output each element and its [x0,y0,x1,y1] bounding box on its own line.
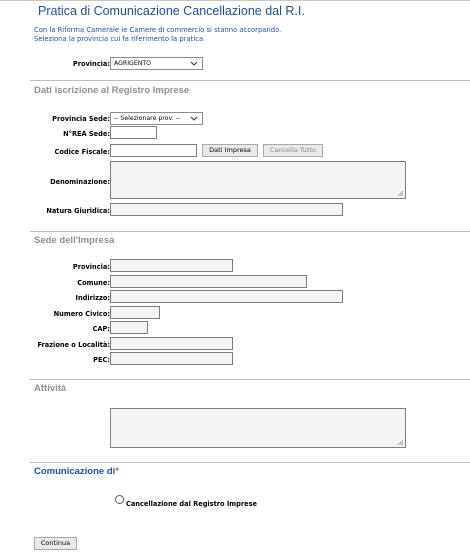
divider-2 [30,231,470,232]
natura-giuridica-input[interactable] [110,203,343,216]
top-border [0,0,470,1]
intro-line-2: Seleziona la provincia cui fa riferimento la pratica [34,35,204,43]
rea-label: N°REA Sede: [63,130,110,138]
provincia-sede-select-value: -- Selezionare prov. -- [114,115,181,122]
resize-grip-icon[interactable] [397,190,404,197]
divider-4 [30,462,470,463]
codice-fiscale-label: Codice Fiscale: [54,148,110,156]
section-registro-title: Dati iscrizione al Registro Imprese [34,85,190,96]
frazione-label: Frazione o Località: [37,341,110,349]
denominazione-textarea[interactable] [110,161,406,199]
indirizzo-input[interactable] [110,290,343,303]
comunicazione-title-text: Comunicazione di [34,466,116,477]
comune-input[interactable] [110,275,307,288]
chevron-down-icon [190,59,198,69]
chevron-down-icon [190,114,198,124]
continua-button[interactable]: Continua [34,537,77,550]
provincia-select[interactable] [110,57,203,70]
section-attivita-title: Attività [34,383,67,394]
divider-1 [30,80,470,81]
numero-civico-input[interactable] [110,306,160,319]
numero-civico-label: Numero Civico: [53,310,110,318]
divider-3 [30,379,470,380]
rea-input[interactable] [110,126,157,139]
cap-label: CAP: [92,325,110,333]
frazione-input[interactable] [110,337,233,350]
intro-line-1: Con la Riforma Camerale le Camere di commercio si stanno accorpando. [34,26,282,34]
provincia-select-value: AGRIGENTO [114,60,152,67]
cancella-tutto-button[interactable]: Cancella Tutto [263,144,323,157]
sede-provincia-label: Provincia: [72,263,110,271]
provincia-sede-select[interactable] [110,112,203,125]
cap-input[interactable] [110,321,148,334]
section-comunicazione-title [34,466,119,477]
pec-label: PEC: [93,356,110,364]
denominazione-label: Denominazione: [50,178,110,186]
section-sede-title: Sede dell'Impresa [34,235,115,246]
required-mark: * [115,466,119,477]
attivita-textarea[interactable] [110,408,406,448]
page-title: Pratica di Comunicazione Cancellazione dal R.I. [38,4,305,18]
sede-provincia-input[interactable] [110,259,233,272]
intro-text [34,26,281,44]
indirizzo-label: Indirizzo: [75,294,110,302]
pec-input[interactable] [110,352,233,365]
natura-giuridica-label: Natura Giuridica: [46,207,110,215]
cancellazione-radio[interactable] [115,495,124,504]
resize-grip-icon[interactable] [397,439,404,446]
dati-impresa-button[interactable]: Dati Impresa [202,144,258,157]
provincia-sede-label: Provincia Sede: [52,115,110,123]
comune-label: Comune: [77,279,110,287]
codice-fiscale-input[interactable] [110,144,197,157]
cancellazione-radio-label[interactable]: Cancellazione dal Registro Imprese [126,500,257,508]
provincia-label: Provincia: [72,60,110,68]
